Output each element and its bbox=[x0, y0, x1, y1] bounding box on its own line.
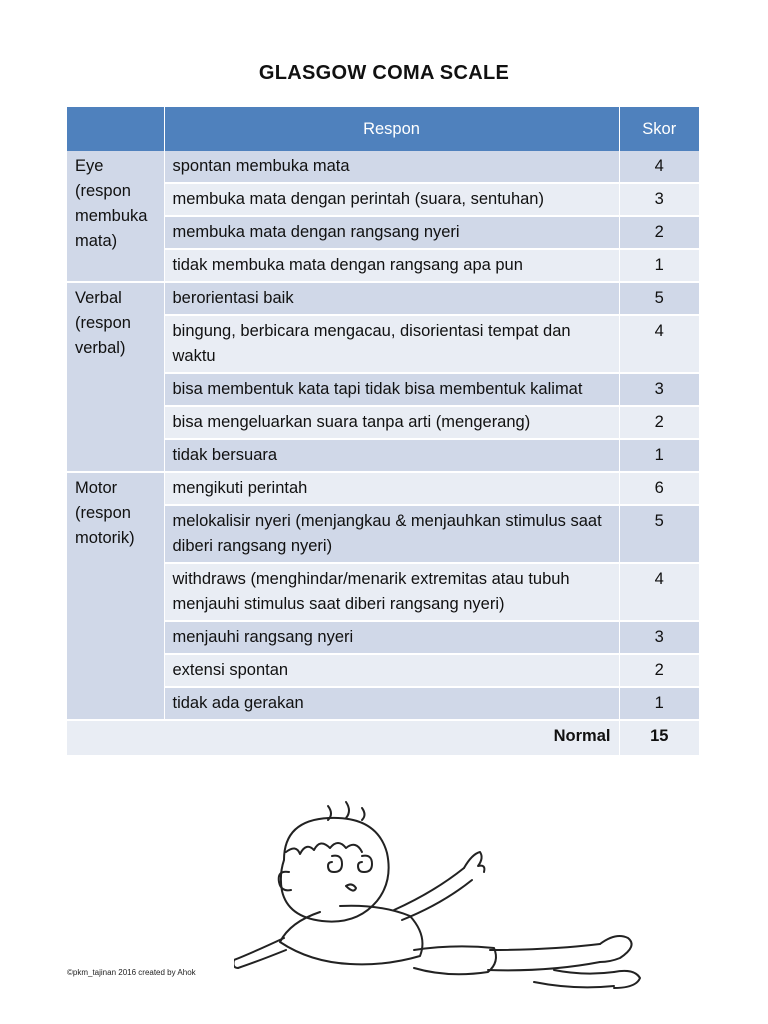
normal-score: 15 bbox=[619, 720, 699, 755]
header-category bbox=[67, 107, 164, 151]
page-title: GLASGOW COMA SCALE bbox=[258, 62, 510, 84]
header-respon: Respon bbox=[164, 107, 619, 151]
respon-cell: spontan membuka mata bbox=[164, 151, 619, 183]
table-header-row bbox=[67, 107, 699, 151]
respon-cell: berorientasi baik bbox=[164, 282, 619, 315]
score-cell: 2 bbox=[619, 216, 699, 249]
score-cell: 2 bbox=[619, 654, 699, 687]
respon-cell: bisa membentuk kata tapi tidak bisa membentuk kalimat bbox=[164, 373, 619, 406]
score-cell: 3 bbox=[619, 373, 699, 406]
normal-total-row bbox=[67, 720, 699, 755]
score-cell: 4 bbox=[619, 151, 699, 183]
category-motor: Motor (respon motorik) bbox=[67, 472, 164, 720]
score-cell: 5 bbox=[619, 505, 699, 563]
normal-label: Normal bbox=[67, 720, 619, 755]
respon-cell: tidak bersuara bbox=[164, 439, 619, 472]
score-cell: 4 bbox=[619, 563, 699, 621]
score-cell: 3 bbox=[619, 621, 699, 654]
score-cell: 4 bbox=[619, 315, 699, 373]
table-row bbox=[67, 472, 699, 505]
score-cell: 3 bbox=[619, 183, 699, 216]
gcs-table bbox=[67, 107, 699, 755]
category-verbal: Verbal (respon verbal) bbox=[67, 282, 164, 472]
respon-cell: melokalisir nyeri (menjangkau & menjauhkan stimulus saat diberi rangsang nyeri) bbox=[164, 505, 619, 563]
score-cell: 1 bbox=[619, 439, 699, 472]
table-row bbox=[67, 282, 699, 315]
respon-cell: withdraws (menghindar/menarik extremitas atau tubuh menjauhi stimulus saat diberi rangsang nyeri) bbox=[164, 563, 619, 621]
respon-cell: tidak membuka mata dengan rangsang apa pun bbox=[164, 249, 619, 282]
score-cell: 6 bbox=[619, 472, 699, 505]
dizzy-child-illustration bbox=[234, 800, 686, 990]
respon-cell: membuka mata dengan rangsang nyeri bbox=[164, 216, 619, 249]
respon-cell: bisa mengeluarkan suara tanpa arti (mengerang) bbox=[164, 406, 619, 439]
footer-credit: ©pkm_tajinan 2016 created by Ahok bbox=[67, 968, 196, 977]
category-eye: Eye (respon membuka mata) bbox=[67, 151, 164, 282]
respon-cell: tidak ada gerakan bbox=[164, 687, 619, 720]
score-cell: 1 bbox=[619, 687, 699, 720]
score-cell: 5 bbox=[619, 282, 699, 315]
score-cell: 2 bbox=[619, 406, 699, 439]
header-skor: Skor bbox=[619, 107, 699, 151]
respon-cell: menjauhi rangsang nyeri bbox=[164, 621, 619, 654]
respon-cell: mengikuti perintah bbox=[164, 472, 619, 505]
table-row bbox=[67, 151, 699, 183]
respon-cell: bingung, berbicara mengacau, disorientasi tempat dan waktu bbox=[164, 315, 619, 373]
respon-cell: membuka mata dengan perintah (suara, sentuhan) bbox=[164, 183, 619, 216]
score-cell: 1 bbox=[619, 249, 699, 282]
respon-cell: extensi spontan bbox=[164, 654, 619, 687]
